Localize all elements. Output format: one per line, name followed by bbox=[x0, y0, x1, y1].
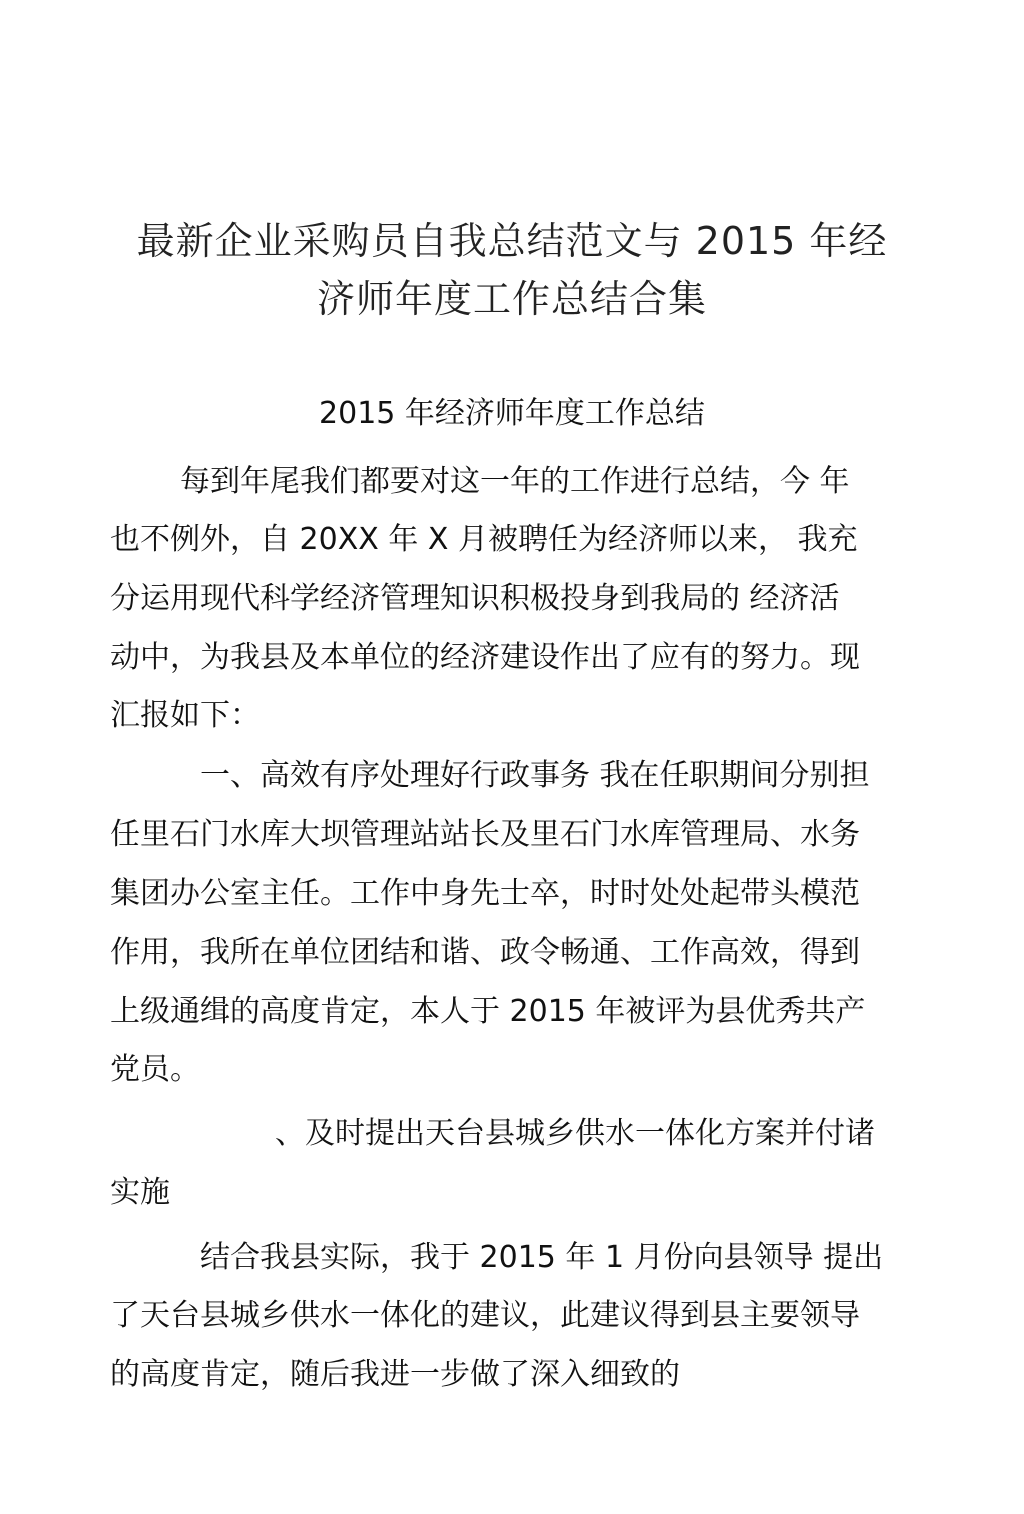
document-title-line-2: 济师年度工作总结合集 bbox=[316, 277, 707, 321]
paragraph-line: 动中，为我县及本单位的经济建设作出了应有的努力。现 bbox=[110, 640, 860, 675]
paragraph-line: 的高度肯定，随后我进一步做了深入细致的 bbox=[110, 1357, 680, 1392]
paragraph-line: 分运用现代科学经济管理知识积极投身到我局的 经济活 bbox=[110, 581, 840, 616]
paragraph-line: 了天台县城乡供水一体化的建议，此建议得到县主要领导 bbox=[110, 1298, 860, 1333]
paragraph-line: 集团办公室主任。工作中身先士卒，时时处处起带头模范 bbox=[110, 876, 860, 911]
paragraph-line: 结合我县实际，我于 2015 年 1 月份向县领导 提出 bbox=[200, 1240, 884, 1275]
paragraph-line: 每到年尾我们都要对这一年的工作进行总结，今 年 bbox=[180, 464, 850, 499]
paragraph-line: 也不例外，自 20XX 年 X 月被聘任为经济师以来， 我充 bbox=[110, 522, 858, 557]
section-heading-line: 、及时提出天台县城乡供水一体化方案并付诸 bbox=[275, 1116, 875, 1151]
paragraph-line: 上级通缉的高度肯定，本人于 2015 年被评为县优秀共产 bbox=[110, 994, 866, 1029]
document-title-line-1: 最新企业采购员自我总结范文与 2015 年经 bbox=[136, 219, 888, 263]
paragraph-line: 党员。 bbox=[110, 1052, 200, 1087]
paragraph-line: 汇报如下： bbox=[110, 698, 260, 733]
section-heading-line: 实施 bbox=[110, 1175, 170, 1210]
paragraph-line: 作用，我所在单位团结和谐、政令畅通、工作高效，得到 bbox=[110, 935, 860, 970]
paragraph-line: 一、高效有序处理好行政事务 我在任职期间分别担 bbox=[200, 758, 870, 793]
paragraph-line: 任里石门水库大坝管理站站长及里石门水库管理局、水务 bbox=[110, 817, 860, 852]
section-heading: 2015 年经济师年度工作总结 bbox=[319, 396, 705, 431]
